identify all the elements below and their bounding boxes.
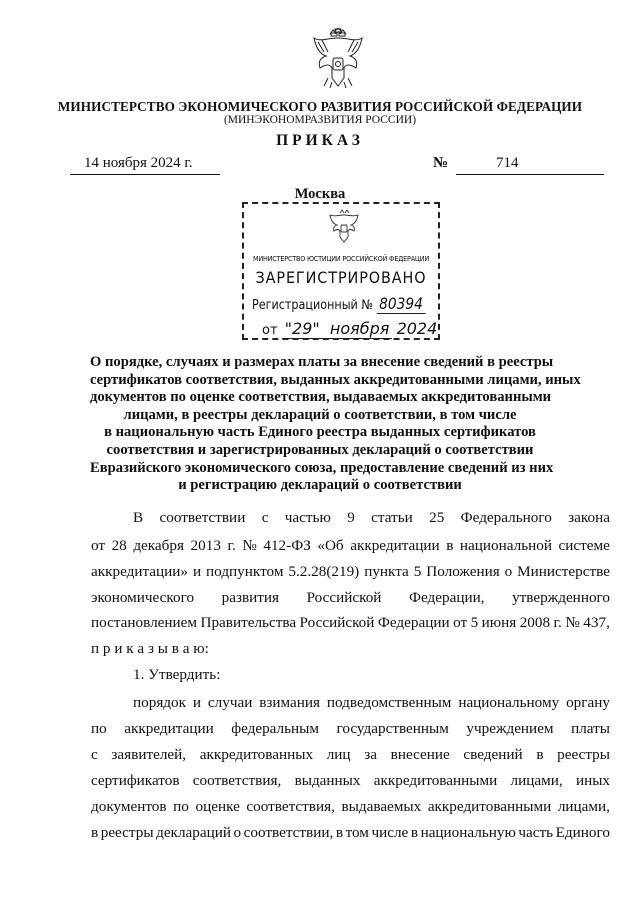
stamp-emblem-icon xyxy=(328,209,360,243)
body-line xyxy=(91,798,610,818)
word: внесение xyxy=(390,746,450,763)
word: о xyxy=(504,563,513,580)
word: Правительства xyxy=(200,614,297,631)
title-line: документов по оценке соответствия, выдаваемых аккредитованными xyxy=(90,389,552,406)
word: г. xyxy=(553,614,562,631)
body-line xyxy=(91,746,610,766)
order-title xyxy=(90,354,581,495)
body-line xyxy=(91,772,610,792)
stamp-date-prefix: от xyxy=(262,323,278,338)
word: Российской xyxy=(306,589,382,606)
body-line xyxy=(91,824,610,844)
word: Министерстве xyxy=(517,563,610,580)
word: № xyxy=(565,614,580,631)
word: подведомственным xyxy=(326,694,452,711)
body-line: п р и к а з ы в а ю: xyxy=(91,640,209,657)
word: частью xyxy=(284,509,331,526)
word: выдаваемых xyxy=(341,798,422,815)
title-line: соответствия и зарегистрированных деклараций о соответствии xyxy=(106,441,534,458)
word: экономического xyxy=(91,589,195,606)
word: лиц xyxy=(326,746,351,763)
document-type: ПРИКАЗ xyxy=(276,132,364,149)
stamp-date-month: ноября xyxy=(327,319,393,339)
word: 9 xyxy=(347,509,355,526)
word: соответствия, xyxy=(192,772,282,789)
word: утвержденного xyxy=(512,589,610,606)
word: сведений xyxy=(463,746,523,763)
word: по xyxy=(91,720,107,737)
word: федеральным xyxy=(231,720,319,737)
word: пункта xyxy=(364,563,409,580)
body-line: 1. Утвердить: xyxy=(133,666,221,683)
word: июня xyxy=(481,614,517,631)
word: № xyxy=(242,537,257,554)
word: национальному xyxy=(458,694,560,711)
word: постановлением xyxy=(91,614,198,631)
word: от xyxy=(453,614,468,631)
title-line: в национальную часть Единого реестра выданных сертификатов xyxy=(104,424,536,441)
word: часть xyxy=(518,824,554,841)
word: развития xyxy=(221,589,279,606)
word: оценке xyxy=(195,798,240,815)
word: за xyxy=(364,746,377,763)
title-line: сертификатов соответствия, выданных аккредитованными лицами, иных xyxy=(90,371,581,388)
word: Федерации, xyxy=(408,589,485,606)
word: по xyxy=(173,798,189,815)
title-line: и регистрацию деклараций о соответствии xyxy=(178,477,462,494)
word: 2008 xyxy=(519,614,551,631)
stamp-date-line xyxy=(262,319,437,338)
word: документов xyxy=(91,798,167,815)
word: 28 xyxy=(111,537,127,554)
word: и xyxy=(192,694,202,711)
word: 5 xyxy=(470,614,479,631)
word: лицами, xyxy=(510,772,563,789)
word: органу xyxy=(566,694,610,711)
word: Единого xyxy=(555,824,610,841)
word: соответствии, xyxy=(243,824,334,841)
word: порядок xyxy=(133,694,187,711)
ministry-name: МИНИСТЕРСТВО ЭКОНОМИЧЕСКОГО РАЗВИТИЯ РОССИЙСКОЙ ФЕДЕРАЦИИ xyxy=(57,99,583,114)
body-line xyxy=(133,694,610,714)
word: 412-ФЗ xyxy=(263,537,311,554)
word: аккредитации» xyxy=(91,563,189,580)
word: г. xyxy=(227,537,236,554)
word: Положения xyxy=(426,563,500,580)
word: в xyxy=(91,824,99,841)
word: и xyxy=(192,563,202,580)
word: случаи xyxy=(207,694,253,711)
word: от xyxy=(91,537,106,554)
word: учреждением xyxy=(466,720,554,737)
word: национальной xyxy=(459,537,552,554)
word: соответствии xyxy=(159,509,246,526)
word: аккредитованных xyxy=(199,746,314,763)
word: Федерального xyxy=(460,509,552,526)
stamp-status: ЗАРЕГИСТРИРОВАНО xyxy=(255,268,427,287)
word: сертификатов xyxy=(91,772,180,789)
word: «Об xyxy=(317,537,344,554)
registration-stamp xyxy=(242,202,440,340)
stamp-date-year: 2024 xyxy=(396,319,438,338)
word: аккредитации xyxy=(124,720,214,737)
word: в xyxy=(446,537,454,554)
word: выданных xyxy=(294,772,361,789)
word: в xyxy=(410,824,419,841)
body-line xyxy=(91,614,610,634)
order-number: 714 xyxy=(456,155,604,175)
word: Российской xyxy=(299,614,375,631)
word: аккредитации xyxy=(350,537,440,554)
body-line xyxy=(91,589,610,609)
word: реестры xyxy=(100,824,154,841)
word: национальную xyxy=(420,824,516,841)
word: реестры xyxy=(557,746,610,763)
word: платы xyxy=(571,720,610,737)
stamp-reg-label: Регистрационный № xyxy=(252,298,373,313)
order-date: 14 ноября 2024 г. xyxy=(70,155,220,175)
coat-of-arms-icon xyxy=(310,28,366,90)
word: соответствия, xyxy=(246,798,335,815)
city: Москва xyxy=(294,186,346,202)
word: подпунктом xyxy=(206,563,284,580)
word: в xyxy=(335,824,344,841)
word: 2013 xyxy=(190,537,221,554)
word: аккредитованными xyxy=(373,772,498,789)
word: Федерации xyxy=(377,614,450,631)
word: том xyxy=(345,824,369,841)
stamp-organization: МИНИСТЕРСТВО ЮСТИЦИИ РОССИЙСКОЙ ФЕДЕРАЦИИ xyxy=(252,254,430,263)
ministry-short-name: (МИНЭКОНОМРАЗВИТИЯ РОССИИ) xyxy=(223,114,417,126)
order-number-label: № xyxy=(433,155,449,171)
body-line xyxy=(91,537,610,557)
word: взимания xyxy=(259,694,320,711)
word: с xyxy=(91,746,98,763)
word: о xyxy=(233,824,242,841)
word: В xyxy=(133,509,144,526)
word: 5 xyxy=(413,563,422,580)
title-line: Евразийского экономического союза, предоставление сведений из них xyxy=(90,459,554,476)
body-line xyxy=(91,720,610,740)
stamp-reg-line xyxy=(252,294,425,313)
word: заявителей, xyxy=(111,746,187,763)
word: 25 xyxy=(429,509,445,526)
title-line: О порядке, случаях и размерах платы за внесение сведений в реестры xyxy=(90,354,554,370)
word: в xyxy=(536,746,544,763)
body-line xyxy=(91,563,610,583)
stamp-date-day: "29" xyxy=(282,319,323,339)
word: иных xyxy=(575,772,610,789)
title-line: лицами, в реестры деклараций о соответствии, в том числе xyxy=(123,406,517,423)
word: аккредитованными xyxy=(427,798,552,815)
word: числе xyxy=(371,824,409,841)
body-line xyxy=(133,509,610,529)
word: закона xyxy=(568,509,610,526)
word: 437, xyxy=(583,614,610,631)
word: деклараций xyxy=(156,824,231,841)
word: государственным xyxy=(336,720,449,737)
word: 5.2.28(219) xyxy=(288,563,360,580)
word: лицами, xyxy=(557,798,610,815)
word: статьи xyxy=(371,509,413,526)
word: системе xyxy=(558,537,610,554)
word: с xyxy=(261,509,269,526)
word: декабря xyxy=(133,537,184,554)
stamp-reg-number: 80394 xyxy=(377,294,426,314)
